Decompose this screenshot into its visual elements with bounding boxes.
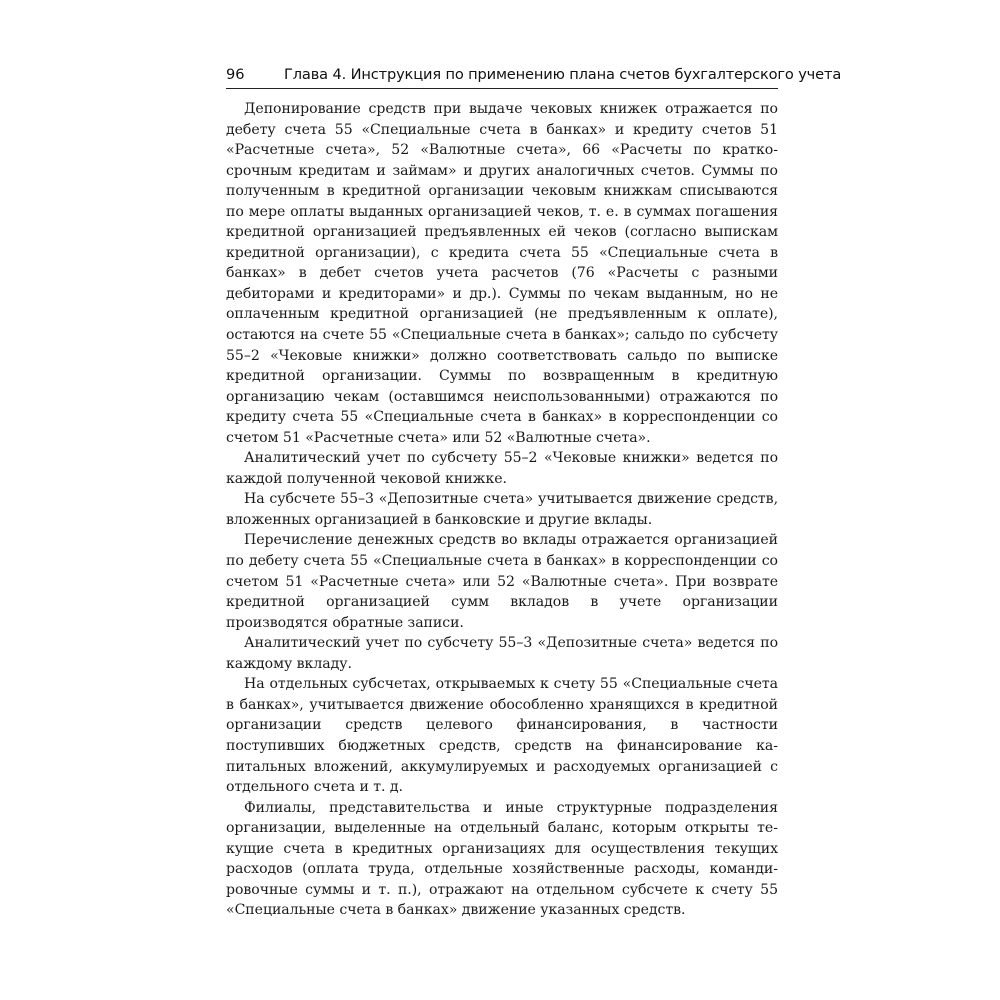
paragraph: На отдельных субсчетах, открываемых к счету 55 «Специальные счета в банках», учитывается движение обособленно хранящихся в кредитной организации средств целевого финансирования, в частности поступивших бюджетных средств, средств на финансирование капитальных вложений, аккумулируемых и расходуемых организацией с отдельного счета и т. д. (226, 676, 778, 796)
paragraph: Аналитический учет по субсчету 55–2 «Чековые книжки» ведется по каждой полученной чековой книжке. (226, 450, 778, 487)
page-number: 96 (226, 66, 245, 83)
paragraph: Филиалы, представительства и иные структурные подразделения организации, выделенные на отдельный баланс, которым открыты текущие счета в кредитных организациях для осуществления текущих расходов (оплата труда, отдельные хозяйственные расходы, командировочные суммы и т. п.), отражают на отдельном субсчете к счету 55 «Специальные счета в банках» движение указанных средств. (226, 799, 778, 919)
paragraph: Перечисление денежных средств во вклады отражается организацией по дебету счета 55 «Специальные счета в банках» в корреспонденции со счетом 51 «Расчетные счета» или 52 «Валютные счета». При возврате кредитной организацией сумм вкладов в учете организации производятся обратные записи. (226, 532, 778, 631)
body-text (226, 99, 778, 921)
paragraph: Аналитический учет по субсчету 55–3 «Депозитные счета» ведется по каждому вкладу. (226, 635, 778, 672)
running-head (226, 64, 842, 86)
chapter-title: Глава 4. Инструкция по применению плана счетов бухгалтерского учета (284, 66, 842, 83)
paragraph: Депонирование средств при выдаче чековых книжек отражается по дебету счета 55 «Специальные счета в банках» и кредиту счетов 51 «Расчетные счета», 52 «Валютные счета», 66 «Расчеты по краткосрочным кредитам и займам» и других аналогичных счетов. Суммы по полученным в кредитной организации чековым книжкам списываются по мере оплаты выданных организацией чеков, т. е. в суммах погашения кредитной организацией предъявленных ей чеков (согласно выпискам кредитной организации), с кредита счета 55 «Специальные счета в банках» в дебет счетов учета расчетов (76 «Расчеты с разными дебиторами и кредиторами» и др.). Суммы по чекам выданным, но не оплаченным кредитной организацией (не предъявленным к оплате), остаются на счете 55 «Специальные счета в банках»; сальдо по субсчету 55–2 «Чековые книжки» должно соответствовать сальдо по выписке кредитной организации. Суммы по возвращенным в кредитную организацию чекам (оставшимся неиспользованными) отражаются по кредиту счета 55 «Специальные счета в банках» в корреспонденции со счетом 51 «Расчетные счета» или 52 «Валютные счета». (226, 101, 778, 446)
paragraph: На субсчете 55–3 «Депозитные счета» учитывается движение средств, вложенных организацией в банковские и другие вклады. (226, 491, 778, 528)
header-rule (226, 88, 778, 89)
book-page (226, 64, 842, 921)
